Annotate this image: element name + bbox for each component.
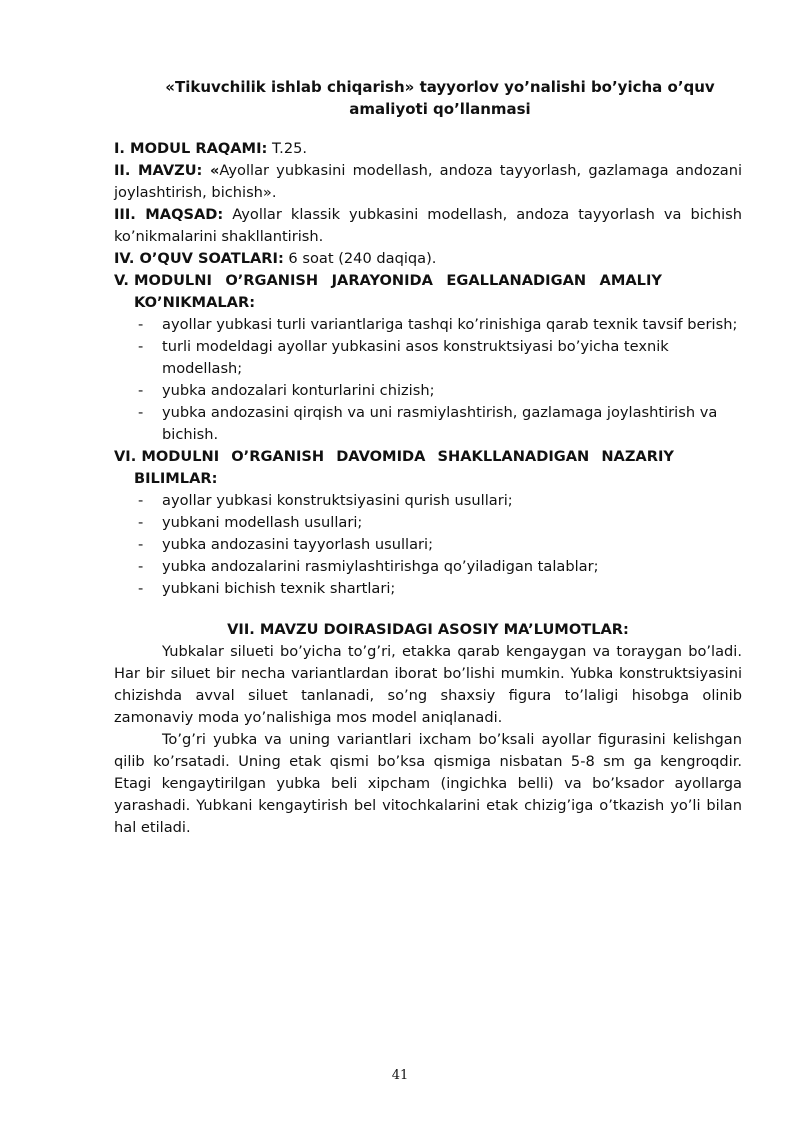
heading-word: NAZARIY [601, 448, 674, 465]
heading-word: O’RGANISH [231, 448, 325, 465]
document-title [140, 76, 740, 120]
heading-word: DAVOMIDA [336, 448, 426, 465]
heading-word: AMALIY [599, 272, 662, 289]
title-line-2: amaliyoti qo’llanmasi [349, 100, 531, 118]
list-item: - yubka andozalari konturlarini chizish; [114, 380, 742, 402]
list-item: - yubka andozalarini rasmiylashtirishga qo’yiladigan talablar; [114, 556, 742, 578]
section-skills [114, 270, 742, 446]
list-item: - turli modeldagi ayollar yubkasini asos konstruktsiyasi bo’yicha texnik modellash; [114, 336, 742, 380]
section-text: T.25. [267, 140, 308, 157]
section-knowledge [114, 446, 742, 600]
body-paragraph: Yubkalar silueti bo’yicha to’g’ri, etakka qarab kengaygan va toraygan bo’ladi. Har bir siluet bir necha variantlardan iborat bo’lishi mumkin. Yubka konstruktsiyasini chizishda avval siluet tanlanadi, so’ng shaxsiy figura to’laligi hisobga olinib zamonaviy moda yo’nalishiga mos model aniqlanadi. [114, 643, 742, 726]
list-item: - yubkani bichish texnik shartlari; [114, 578, 742, 600]
section-main-info-heading: VII. MAVZU DOIRASIDAGI ASOSIY MA’LUMOTLAR: [227, 621, 629, 638]
title-line-1: «Tikuvchilik ishlab chiqarish» tayyorlov yo’nalishi bo’yicha o’quv [165, 78, 715, 96]
body-paragraph: To’g’ri yubka va uning variantlari ixcham bo’ksali ayollar figurasini kelishgan qilib ko’rsatadi. Uning etak qismi bo’ksa qismiga nisbatan 5-8 sm ga kengroqdir. Etagi kengaytirilgan yubka beli xipcham (ingichka belli) va bo’ksador ayollarga yarashadi. Yubkani kengaytirish bel vitochkalarini etak chizig’iga o’tkazish yo’li bilan hal etiladi. [114, 731, 742, 836]
section-label: I. MODUL RAQAMI: [114, 140, 268, 157]
knowledge-list [114, 490, 742, 600]
list-item: - yubka andozasini tayyorlash usullari; [114, 534, 742, 556]
section-heading-continuation: KO’NIKMALAR: [134, 294, 256, 311]
section-heading [114, 270, 662, 292]
section-label: IV. O’QUV SOATLARI: [114, 250, 284, 267]
page-number: 41 [391, 1068, 409, 1083]
section-heading-continuation: BILIMLAR: [134, 470, 218, 487]
section-text: Ayollar yubkasini modellash, andoza tayyorlash, gazlamaga andozani joylashtirish, bichish». [114, 162, 742, 201]
section-topic [114, 160, 742, 204]
section-text: Ayollar klassik yubkasini modellash, andoza tayyorlash va bichish ko’nikmalarini shakllantirish. [114, 206, 742, 245]
heading-word: V. MODULNI [114, 272, 212, 289]
list-item: - ayollar yubkasi konstruktsiyasini qurish usullari; [114, 490, 742, 512]
list-item: - yubkani modellash usullari; [114, 512, 742, 534]
heading-word: SHAKLLANADIGAN [437, 448, 590, 465]
section-module-number [114, 138, 742, 160]
section-heading [114, 446, 674, 468]
section-label: II. MAVZU: « [114, 162, 220, 179]
heading-word: EGALLANADIGAN [446, 272, 587, 289]
skills-list [114, 314, 742, 446]
heading-word: JARAYONIDA [331, 272, 433, 289]
section-text: 6 soat (240 daqiqa). [283, 250, 437, 267]
section-goal [114, 204, 742, 248]
heading-word: O’RGANISH [225, 272, 319, 289]
document-body [114, 138, 742, 839]
list-item: - ayollar yubkasi turli variantlariga tashqi ko’rinishiga qarab texnik tavsif berish; [114, 314, 742, 336]
list-item: - yubka andozasini qirqish va uni rasmiylashtirish, gazlamaga joylashtirish va bichish. [114, 402, 742, 446]
section-label: III. MAQSAD: [114, 206, 224, 223]
heading-word: VI. MODULNI [114, 448, 220, 465]
section-study-hours [114, 248, 742, 270]
